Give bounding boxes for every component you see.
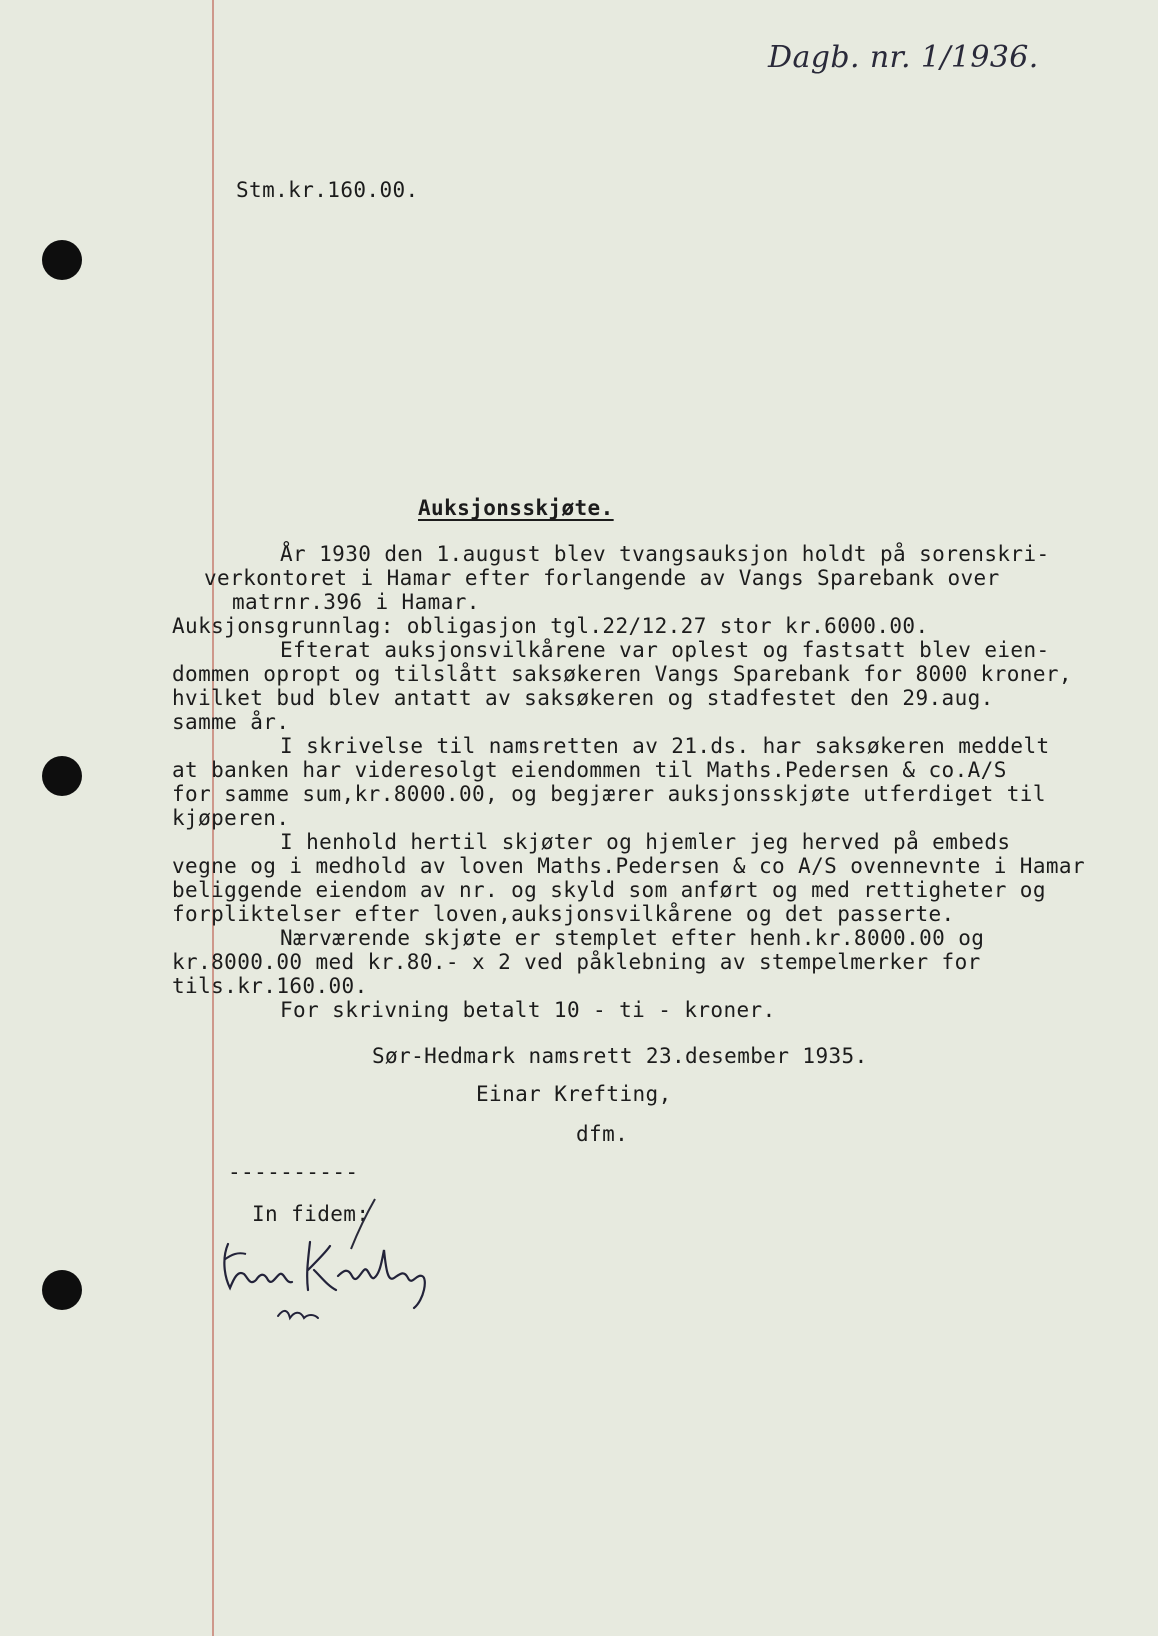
punch-hole-top (42, 240, 82, 280)
body-line: for samme sum,kr.8000.00, og begjærer auksjonsskjøte utferdiget til (172, 782, 1046, 806)
body-line: dommen opropt og tilslått saksøkeren Vangs Sparebank for 8000 kroner, (172, 662, 1072, 686)
body-line: matrnr.396 i Hamar. (232, 590, 480, 614)
body-line: vegne og i medhold av loven Maths.Pedersen & co A/S ovennevnte i Hamar (172, 854, 1086, 878)
body-line: I skrivelse til namsretten av 21.ds. har saksøkeren meddelt (280, 734, 1050, 758)
body-line: hvilket bud blev antatt av saksøkeren og stadfestet den 29.aug. (172, 686, 994, 710)
document-title: Auksjonsskjøte. (418, 496, 614, 520)
body-line: at banken har videresolgt eiendommen til Maths.Pedersen & co.A/S (172, 758, 1007, 782)
body-line: kr.8000.00 med kr.80.- x 2 ved påklebning av stempelmerker for (172, 950, 981, 974)
punch-hole-bottom (42, 1270, 82, 1310)
body-line: For skrivning betalt 10 - ti - kroner. (280, 998, 776, 1022)
body-line: Auksjonsgrunnlag: obligasjon tgl.22/12.27 stor kr.6000.00. (172, 614, 929, 638)
body-line: forpliktelser efter loven,auksjonsvilkårene og det passerte. (172, 902, 955, 926)
signer-name: Einar Krefting, (476, 1082, 672, 1106)
signer-title: dfm. (576, 1122, 629, 1146)
body-line: verkontoret i Hamar efter forlangende av Vangs Sparebank over (204, 566, 1000, 590)
body-line: Efterat auksjonsvilkårene var oplest og fastsatt blev eien- (280, 638, 1050, 662)
handwritten-reference: Dagb. nr. 1/1936. (768, 40, 1039, 75)
in-fidem-label: In fidem: (252, 1202, 370, 1226)
separator: ---------- (228, 1160, 359, 1184)
stamp-fee: Stm.kr.160.00. (236, 178, 419, 202)
body-line: kjøperen. (172, 806, 290, 830)
body-line: tils.kr.160.00. (172, 974, 368, 998)
body-line: År 1930 den 1.august blev tvangsauksjon holdt på sorenskri- (280, 542, 1050, 566)
body-line: I henhold hertil skjøter og hjemler jeg herved på embeds (280, 830, 1011, 854)
body-line: beliggende eiendom av nr. og skyld som anført og med rettigheter og (172, 878, 1046, 902)
body-line: Nærværende skjøte er stemplet efter henh.kr.8000.00 og (280, 926, 985, 950)
handwritten-signature (218, 1230, 458, 1340)
punch-hole-middle (42, 756, 82, 796)
body-line: samme år. (172, 710, 290, 734)
place-date: Sør-Hedmark namsrett 23.desember 1935. (372, 1044, 868, 1068)
